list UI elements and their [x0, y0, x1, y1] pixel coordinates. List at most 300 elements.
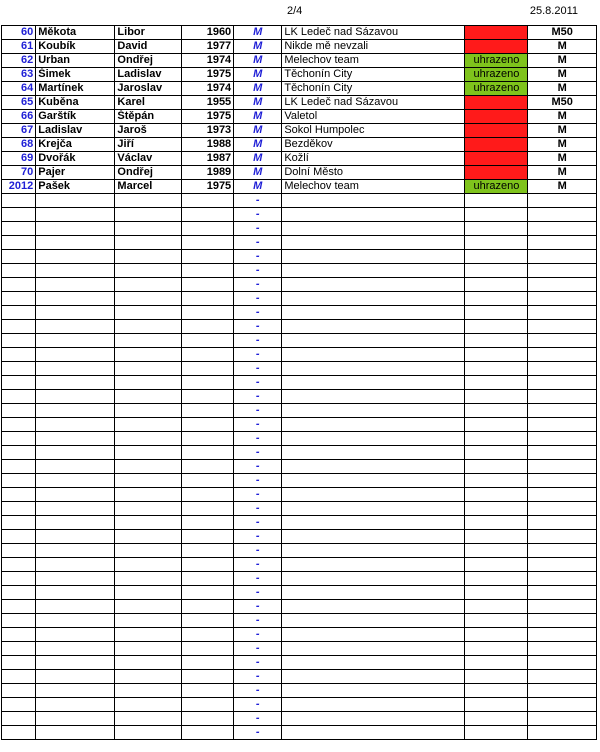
start-number-cell [2, 292, 36, 306]
sex-cell: - [234, 236, 282, 250]
start-number-cell [2, 432, 36, 446]
surname-cell [36, 390, 115, 404]
surname-cell: Pašek [36, 180, 115, 194]
first-name-cell [115, 320, 181, 334]
first-name-cell [115, 530, 181, 544]
payment-status-cell [465, 166, 528, 180]
sex-cell: - [234, 502, 282, 516]
surname-cell: Šimek [36, 68, 115, 82]
surname-cell [36, 516, 115, 530]
start-number-cell [2, 642, 36, 656]
surname-cell [36, 236, 115, 250]
start-number-cell [2, 628, 36, 642]
sex-cell: M [234, 82, 282, 96]
category-cell [528, 670, 597, 684]
sex-cell: M [234, 54, 282, 68]
birth-year-cell [181, 530, 233, 544]
payment-status-cell [465, 600, 528, 614]
surname-cell: Urban [36, 54, 115, 68]
team-cell [282, 544, 465, 558]
surname-cell: Koubík [36, 40, 115, 54]
surname-cell [36, 250, 115, 264]
start-number-cell: 67 [2, 124, 36, 138]
category-cell [528, 404, 597, 418]
payment-status-cell [465, 544, 528, 558]
category-cell [528, 544, 597, 558]
birth-year-cell [181, 278, 233, 292]
surname-cell [36, 628, 115, 642]
category-cell [528, 474, 597, 488]
team-cell: Těchonín City [282, 82, 465, 96]
first-name-cell: Jiří [115, 138, 181, 152]
category-cell [528, 712, 597, 726]
birth-year-cell [181, 320, 233, 334]
sex-cell: - [234, 474, 282, 488]
birth-year-cell [181, 418, 233, 432]
sex-cell: - [234, 432, 282, 446]
sex-cell: - [234, 446, 282, 460]
empty-table-row [2, 348, 597, 362]
start-number-cell [2, 306, 36, 320]
surname-cell [36, 544, 115, 558]
birth-year-cell: 1975 [181, 110, 233, 124]
sex-cell: M [234, 138, 282, 152]
empty-table-row [2, 278, 597, 292]
category-cell [528, 614, 597, 628]
birth-year-cell [181, 250, 233, 264]
team-cell: Valetol [282, 110, 465, 124]
empty-table-row [2, 558, 597, 572]
payment-status-cell [465, 292, 528, 306]
payment-status-cell [465, 250, 528, 264]
sex-cell: - [234, 628, 282, 642]
table-row [2, 82, 597, 96]
payment-status-cell [465, 208, 528, 222]
first-name-cell [115, 446, 181, 460]
payment-status-cell [465, 712, 528, 726]
start-number-cell [2, 222, 36, 236]
team-cell [282, 628, 465, 642]
category-cell [528, 362, 597, 376]
surname-cell [36, 278, 115, 292]
surname-cell [36, 222, 115, 236]
surname-cell [36, 194, 115, 208]
surname-cell [36, 404, 115, 418]
team-cell [282, 320, 465, 334]
birth-year-cell [181, 642, 233, 656]
surname-cell [36, 530, 115, 544]
payment-status-cell [465, 656, 528, 670]
empty-table-row [2, 320, 597, 334]
category-cell [528, 488, 597, 502]
payment-status-cell [465, 96, 528, 110]
sex-cell: - [234, 558, 282, 572]
sex-cell: - [234, 600, 282, 614]
start-number-cell: 63 [2, 68, 36, 82]
sex-cell: - [234, 460, 282, 474]
start-number-cell [2, 390, 36, 404]
first-name-cell [115, 264, 181, 278]
team-cell [282, 460, 465, 474]
team-cell: Melechov team [282, 54, 465, 68]
first-name-cell [115, 628, 181, 642]
first-name-cell [115, 334, 181, 348]
surname-cell [36, 320, 115, 334]
birth-year-cell: 1955 [181, 96, 233, 110]
team-cell [282, 474, 465, 488]
surname-cell: Pajer [36, 166, 115, 180]
birth-year-cell [181, 348, 233, 362]
surname-cell [36, 432, 115, 446]
sex-cell: - [234, 656, 282, 670]
birth-year-cell: 1977 [181, 40, 233, 54]
payment-status-cell [465, 40, 528, 54]
empty-table-row [2, 208, 597, 222]
start-number-cell [2, 376, 36, 390]
team-cell: Nikde mě nevzali [282, 40, 465, 54]
start-number-cell: 62 [2, 54, 36, 68]
sex-cell: - [234, 712, 282, 726]
team-cell [282, 194, 465, 208]
sex-cell: - [234, 292, 282, 306]
first-name-cell: Ondřej [115, 166, 181, 180]
empty-table-row [2, 362, 597, 376]
start-number-cell: 70 [2, 166, 36, 180]
category-cell [528, 306, 597, 320]
sex-cell: - [234, 530, 282, 544]
birth-year-cell [181, 670, 233, 684]
payment-status-cell [465, 446, 528, 460]
table-row [2, 110, 597, 124]
surname-cell [36, 726, 115, 740]
table-row [2, 152, 597, 166]
payment-status-cell [465, 474, 528, 488]
start-number-cell [2, 236, 36, 250]
category-cell [528, 684, 597, 698]
empty-table-row [2, 194, 597, 208]
empty-table-row [2, 488, 597, 502]
surname-cell [36, 446, 115, 460]
team-cell [282, 530, 465, 544]
payment-status-cell [465, 698, 528, 712]
start-number-cell [2, 586, 36, 600]
birth-year-cell [181, 628, 233, 642]
page-header [0, 0, 600, 25]
birth-year-cell: 1988 [181, 138, 233, 152]
team-cell: LK Ledeč nad Sázavou [282, 96, 465, 110]
surname-cell [36, 684, 115, 698]
team-cell: Sokol Humpolec [282, 124, 465, 138]
start-number-cell [2, 684, 36, 698]
empty-table-row [2, 544, 597, 558]
team-cell [282, 488, 465, 502]
payment-status-cell: uhrazeno [465, 54, 528, 68]
payment-status-cell [465, 432, 528, 446]
first-name-cell: Ondřej [115, 54, 181, 68]
team-cell [282, 348, 465, 362]
start-number-cell [2, 474, 36, 488]
empty-table-row [2, 460, 597, 474]
start-number-cell [2, 530, 36, 544]
sex-cell: - [234, 250, 282, 264]
first-name-cell [115, 306, 181, 320]
payment-status-cell [465, 418, 528, 432]
payment-status-cell [465, 124, 528, 138]
empty-table-row [2, 642, 597, 656]
team-cell [282, 558, 465, 572]
first-name-cell [115, 572, 181, 586]
team-cell: Dolní Město [282, 166, 465, 180]
category-cell [528, 698, 597, 712]
first-name-cell [115, 586, 181, 600]
payment-status-cell [465, 194, 528, 208]
first-name-cell [115, 684, 181, 698]
empty-table-row [2, 712, 597, 726]
payment-status-cell [465, 404, 528, 418]
first-name-cell: Jaroš [115, 124, 181, 138]
table-row [2, 180, 597, 194]
birth-year-cell [181, 544, 233, 558]
surname-cell: Martínek [36, 82, 115, 96]
team-cell [282, 684, 465, 698]
first-name-cell [115, 460, 181, 474]
sex-cell: - [234, 544, 282, 558]
sex-cell: - [234, 362, 282, 376]
first-name-cell [115, 278, 181, 292]
birth-year-cell: 1974 [181, 54, 233, 68]
payment-status-cell [465, 628, 528, 642]
empty-table-row [2, 656, 597, 670]
payment-status-cell [465, 334, 528, 348]
surname-cell [36, 208, 115, 222]
payment-status-cell [465, 670, 528, 684]
payment-status-cell [465, 586, 528, 600]
payment-status-cell [465, 558, 528, 572]
birth-year-cell [181, 726, 233, 740]
team-cell [282, 516, 465, 530]
first-name-cell [115, 362, 181, 376]
empty-table-row [2, 726, 597, 740]
start-number-cell: 64 [2, 82, 36, 96]
first-name-cell [115, 558, 181, 572]
start-number-cell [2, 712, 36, 726]
sex-cell: M [234, 110, 282, 124]
team-cell [282, 404, 465, 418]
start-number-cell [2, 572, 36, 586]
birth-year-cell [181, 292, 233, 306]
birth-year-cell [181, 698, 233, 712]
birth-year-cell [181, 614, 233, 628]
empty-table-row [2, 292, 597, 306]
sex-cell: - [234, 194, 282, 208]
payment-status-cell: uhrazeno [465, 180, 528, 194]
birth-year-cell [181, 600, 233, 614]
start-number-cell [2, 558, 36, 572]
start-number-cell [2, 446, 36, 460]
first-name-cell [115, 376, 181, 390]
birth-year-cell [181, 488, 233, 502]
empty-table-row [2, 418, 597, 432]
payment-status-cell [465, 488, 528, 502]
sex-cell: - [234, 572, 282, 586]
category-cell [528, 236, 597, 250]
surname-cell [36, 460, 115, 474]
team-cell [282, 712, 465, 726]
payment-status-cell [465, 460, 528, 474]
first-name-cell [115, 656, 181, 670]
first-name-cell [115, 712, 181, 726]
first-name-cell [115, 516, 181, 530]
surname-cell [36, 418, 115, 432]
category-cell [528, 558, 597, 572]
surname-cell [36, 376, 115, 390]
payment-status-cell [465, 684, 528, 698]
category-cell [528, 194, 597, 208]
category-cell: M [528, 180, 597, 194]
surname-cell [36, 348, 115, 362]
payment-status-cell [465, 530, 528, 544]
start-number-cell [2, 348, 36, 362]
category-cell [528, 348, 597, 362]
payment-status-cell [465, 264, 528, 278]
category-cell: M [528, 124, 597, 138]
start-number-cell: 65 [2, 96, 36, 110]
surname-cell [36, 656, 115, 670]
empty-table-row [2, 474, 597, 488]
team-cell [282, 446, 465, 460]
empty-table-row [2, 390, 597, 404]
first-name-cell [115, 488, 181, 502]
team-cell [282, 264, 465, 278]
first-name-cell: David [115, 40, 181, 54]
empty-table-row [2, 236, 597, 250]
team-cell [282, 376, 465, 390]
first-name-cell: Štěpán [115, 110, 181, 124]
payment-status-cell [465, 348, 528, 362]
surname-cell [36, 292, 115, 306]
payment-status-cell [465, 222, 528, 236]
first-name-cell [115, 502, 181, 516]
table-row [2, 138, 597, 152]
start-number-cell: 2012 [2, 180, 36, 194]
sex-cell: - [234, 614, 282, 628]
birth-year-cell [181, 460, 233, 474]
payment-status-cell [465, 138, 528, 152]
table-row [2, 96, 597, 110]
payment-status-cell [465, 614, 528, 628]
start-number-cell [2, 516, 36, 530]
first-name-cell [115, 432, 181, 446]
team-cell [282, 362, 465, 376]
table-row [2, 26, 597, 40]
category-cell [528, 222, 597, 236]
category-cell [528, 264, 597, 278]
table-row [2, 124, 597, 138]
category-cell [528, 656, 597, 670]
first-name-cell: Libor [115, 26, 181, 40]
birth-year-cell [181, 446, 233, 460]
category-cell [528, 600, 597, 614]
surname-cell [36, 502, 115, 516]
team-cell [282, 726, 465, 740]
sex-cell: - [234, 586, 282, 600]
category-cell: M [528, 166, 597, 180]
birth-year-cell: 1973 [181, 124, 233, 138]
category-cell [528, 292, 597, 306]
sex-cell: M [234, 40, 282, 54]
team-cell: Kožlí [282, 152, 465, 166]
start-number-cell [2, 488, 36, 502]
first-name-cell [115, 544, 181, 558]
sex-cell: - [234, 334, 282, 348]
start-number-cell [2, 362, 36, 376]
category-cell [528, 376, 597, 390]
birth-year-cell [181, 516, 233, 530]
sex-cell: - [234, 642, 282, 656]
start-number-cell [2, 418, 36, 432]
category-cell [528, 586, 597, 600]
surname-cell [36, 642, 115, 656]
first-name-cell [115, 600, 181, 614]
category-cell [528, 278, 597, 292]
surname-cell: Kuběna [36, 96, 115, 110]
category-cell [528, 390, 597, 404]
table-row [2, 166, 597, 180]
first-name-cell [115, 194, 181, 208]
start-number-cell [2, 208, 36, 222]
category-cell: M [528, 40, 597, 54]
empty-table-row [2, 698, 597, 712]
empty-table-row [2, 264, 597, 278]
sex-cell: - [234, 390, 282, 404]
payment-status-cell: uhrazeno [465, 68, 528, 82]
birth-year-cell [181, 208, 233, 222]
sex-cell: - [234, 684, 282, 698]
first-name-cell: Jaroslav [115, 82, 181, 96]
birth-year-cell [181, 264, 233, 278]
payment-status-cell [465, 152, 528, 166]
surname-cell [36, 558, 115, 572]
empty-table-row [2, 306, 597, 320]
category-cell [528, 432, 597, 446]
payment-status-cell [465, 516, 528, 530]
start-number-cell [2, 670, 36, 684]
category-cell [528, 446, 597, 460]
surname-cell [36, 334, 115, 348]
birth-year-cell [181, 306, 233, 320]
birth-year-cell [181, 376, 233, 390]
sex-cell: M [234, 152, 282, 166]
surname-cell: Měkota [36, 26, 115, 40]
first-name-cell [115, 250, 181, 264]
team-cell [282, 250, 465, 264]
first-name-cell [115, 726, 181, 740]
category-cell [528, 530, 597, 544]
category-cell [528, 572, 597, 586]
sex-cell: - [234, 278, 282, 292]
birth-year-cell [181, 684, 233, 698]
surname-cell [36, 712, 115, 726]
payment-status-cell: uhrazeno [465, 82, 528, 96]
start-number-cell: 69 [2, 152, 36, 166]
first-name-cell [115, 348, 181, 362]
sex-cell: - [234, 320, 282, 334]
registration-table [1, 25, 597, 740]
birth-year-cell [181, 222, 233, 236]
team-cell [282, 278, 465, 292]
print-date: 25.8.2011 [529, 5, 578, 17]
empty-table-row [2, 334, 597, 348]
